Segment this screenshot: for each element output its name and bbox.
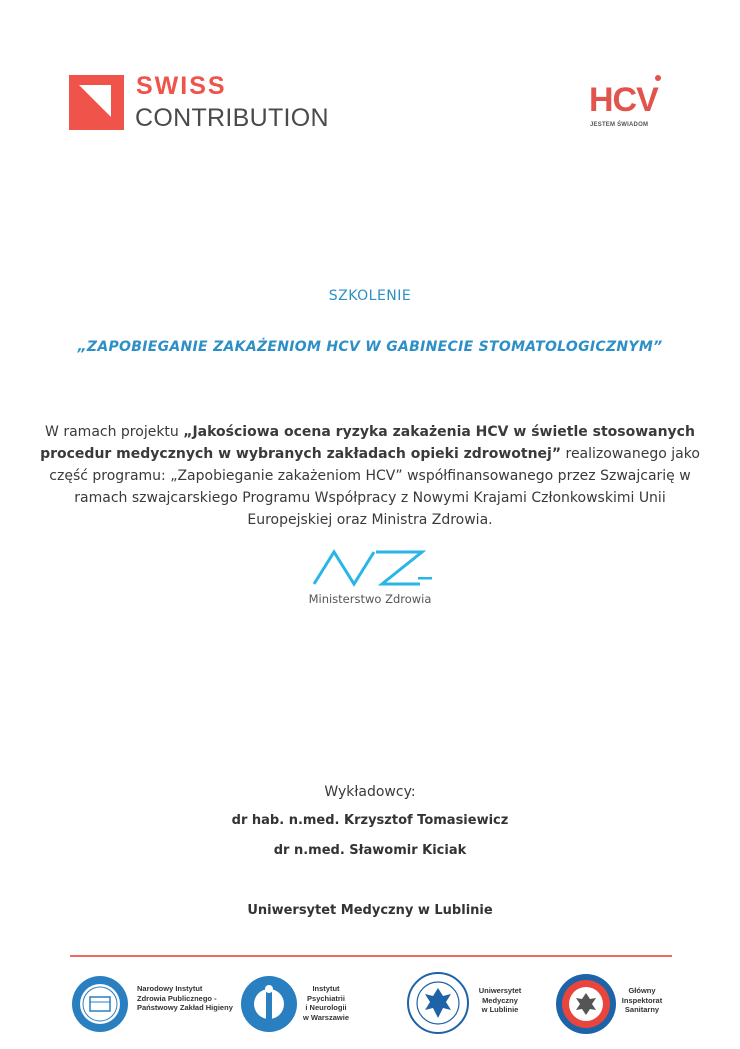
ministry-underline-icon: [418, 577, 432, 581]
partner-line: Psychiatrii: [307, 993, 345, 1003]
project-name: „Jakościowa ocena ryzyka zakażenia HCV w świetle stosowanych procedur medycznych w wybranych zakładach opieki zdrowotnej”: [40, 424, 695, 462]
lecturer-name: dr hab. n.med. Krzysztof Tomasiewicz: [231, 813, 509, 828]
partner-line: Instytut: [312, 984, 340, 993]
partner-line: Inspektorat: [621, 995, 663, 1005]
hcv-figure-icon: [650, 74, 666, 92]
ministry-label: Ministerstwo Zdrowia: [308, 592, 432, 606]
hcv-logo-text: HCV: [589, 81, 658, 119]
partner-line: i Neurologii: [305, 1003, 347, 1012]
para-program: realizowanego jako część programu: „Zapobieganie zakażeniom HCV”: [49, 446, 700, 484]
lecturers-heading: Wykładowcy:: [324, 784, 416, 800]
para-intro: W ramach projektu: [45, 424, 184, 440]
swiss-contribution-logo-mark: [69, 75, 124, 130]
lecturer-name: dr n.med. Sławomir Kiciak: [273, 843, 467, 858]
partner-line: Sanitarny: [624, 1005, 660, 1014]
partner-line: Uniwersytet: [478, 986, 522, 995]
partner-ipin-label: [302, 984, 350, 1022]
partner-line: Zdrowia Publicznego -: [137, 993, 217, 1003]
university-name: Uniwersytet Medyczny w Lublinie: [247, 903, 493, 918]
swiss-logo-line1: SWISS: [136, 72, 227, 100]
document-title: SZKOLENIE: [328, 288, 412, 304]
gis-seal-icon: [555, 973, 617, 1035]
swiss-arrow-icon: [69, 75, 124, 130]
partner-umlub-label: [474, 986, 526, 1015]
partner-line: Państwowy Zakład Higieny: [137, 1003, 233, 1012]
partner-nizp-label: [137, 984, 233, 1013]
nizp-pzh-seal-icon: [71, 975, 129, 1033]
partner-line: Medyczny: [482, 995, 518, 1005]
training-subtitle: „ZAPOBIEGANIE ZAKAŻENIOM HCV W GABINECIE STOMATOLOGICZNYM”: [77, 339, 663, 355]
partner-line: Narodowy Instytut: [137, 984, 203, 993]
ministry-of-health-logo-icon: [312, 548, 432, 588]
partner-line: Główny: [628, 986, 656, 995]
swiss-logo-line2: CONTRIBUTION: [135, 104, 329, 132]
para-financing: współfinansowanego przez Szwajcarię w ramach szwajcarskiego Programu Współpracy z Nowymi Krajami Członkowskimi Unii Europejskiej oraz Ministra Zdrowia.: [74, 468, 691, 528]
partner-line: w Lublinie: [481, 1005, 519, 1014]
partner-line: w Warszawie: [303, 1012, 349, 1022]
footer-divider: [70, 955, 672, 957]
project-description: [40, 421, 700, 531]
partner-gis-label: [620, 986, 664, 1015]
umlub-seal-icon: [407, 972, 469, 1034]
hcv-tagline: JESTEM ŚWIADOM: [590, 122, 649, 128]
ipin-logo-icon: [240, 975, 298, 1033]
